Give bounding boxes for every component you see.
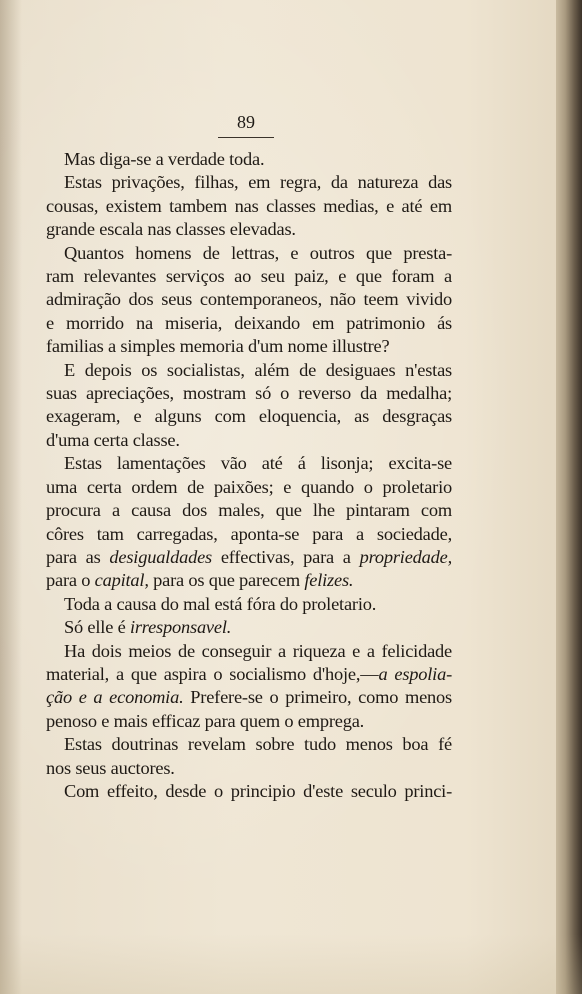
text-run: para o bbox=[46, 570, 95, 591]
text-run: para os que parecem bbox=[148, 570, 305, 591]
italic-run: irresponsavel. bbox=[129, 617, 232, 638]
text-line: exageram, e alguns com eloquencia, as desgraças bbox=[46, 406, 452, 427]
italic-run: desigualdades bbox=[109, 546, 213, 567]
text-line bbox=[46, 686, 452, 709]
text-line: suas apreciações, mostram só o reverso da medalha; bbox=[46, 383, 452, 404]
text-line: Estas doutrinas revelam sobre tudo menos boa fé bbox=[64, 734, 452, 755]
text-line: uma certa ordem de paixões; e quando o proletario bbox=[46, 476, 452, 497]
text-line bbox=[46, 569, 452, 592]
page-number: 89 bbox=[237, 112, 255, 132]
text-line: Estas privações, filhas, em regra, da natureza das bbox=[64, 172, 452, 193]
text-line: cousas, existem tambem nas classes medias, e até em bbox=[46, 195, 452, 216]
body-text bbox=[46, 148, 452, 803]
italic-run: a espolia- bbox=[378, 663, 453, 684]
italic-run: ção e a economia. bbox=[46, 687, 184, 708]
text-run: Prefere-se o primeiro, como menos bbox=[183, 687, 452, 708]
text-line: procura a causa dos males, que lhe pintaram com bbox=[46, 500, 452, 521]
text-line: Estas lamentações vão até á lisonja; excita-se bbox=[64, 453, 452, 474]
text-line bbox=[46, 616, 452, 639]
text-line: penoso e mais efficaz para quem o emprega. bbox=[46, 710, 365, 731]
page-edge bbox=[556, 0, 582, 994]
text-line bbox=[46, 546, 452, 569]
text-line: Ha dois meios de conseguir a riqueza e a felicidade bbox=[64, 640, 452, 661]
text-run: effectivas, para a bbox=[212, 546, 360, 567]
text-line: Mas diga-se a verdade toda. bbox=[64, 149, 265, 169]
text-line bbox=[46, 663, 452, 686]
italic-run: propriedade, bbox=[359, 546, 453, 567]
text-line: ram relevantes serviços ao seu paiz, e que foram a bbox=[46, 266, 452, 287]
text-line: Com effeito, desde o principio d'este seculo princi- bbox=[64, 780, 452, 801]
text-line: nos seus auctores. bbox=[46, 757, 175, 778]
italic-run: felizes. bbox=[304, 570, 354, 591]
italic-run: capital, bbox=[94, 570, 149, 591]
text-line: Toda a causa do mal está fóra do proletario. bbox=[64, 593, 377, 614]
spine-shadow bbox=[0, 0, 22, 994]
text-run: material, a que aspira o socialismo d'hoje,— bbox=[46, 663, 379, 684]
text-run: Só elle é bbox=[64, 617, 130, 638]
text-line: d'uma certa classe. bbox=[46, 429, 180, 450]
text-line: e morrido na miseria, deixando em patrimonio ás bbox=[46, 312, 452, 333]
text-line: côres tam carregadas, aponta-se para a sociedade, bbox=[46, 523, 452, 544]
text-line: grande escala nas classes elevadas. bbox=[46, 219, 296, 240]
text-run: para as bbox=[46, 546, 110, 567]
text-line: familias a simples memoria d'um nome illustre? bbox=[46, 336, 390, 357]
header-rule bbox=[218, 137, 274, 138]
text-line: admiração dos seus contemporaneos, não teem vivido bbox=[46, 289, 452, 310]
paper-tint bbox=[0, 934, 582, 994]
text-line: Quantos homens de lettras, e outros que presta- bbox=[64, 242, 452, 263]
text-line: E depois os socialistas, além de desiguaes n'estas bbox=[64, 359, 452, 380]
